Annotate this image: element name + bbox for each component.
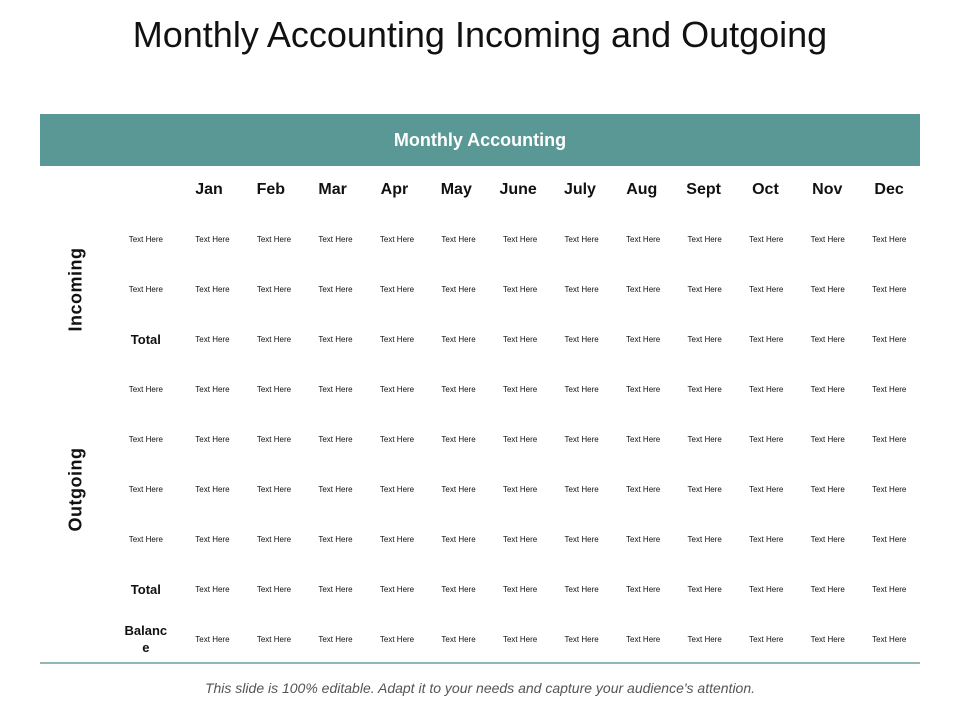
table-cell: Text Here [810,584,845,594]
table-row [40,414,920,464]
month-headers [178,181,920,199]
table-cell: Text Here [379,484,415,494]
table-cell: Text Here [749,334,784,344]
table-cell: Text Here [441,484,476,494]
table-cell: Text Here [810,384,845,394]
table-row [40,564,920,614]
table-cell: Text Here [441,284,476,294]
table-cell: Text Here [502,334,538,344]
table-cell: Text Here [441,234,476,244]
footer-note: This slide is 100% editable. Adapt it to your needs and capture your audience's attention. [204,680,756,696]
table-cell: Text Here [502,234,538,244]
table-cell: Text Here [441,434,476,444]
table-row [40,264,920,314]
table-cell: Text Here [626,334,661,344]
month-header: Jan [195,181,223,198]
table-cell: Text Here [810,284,845,294]
table-cell: Text Here [749,634,784,644]
table-cell: Text Here [564,484,599,494]
table-row [40,614,920,664]
table-row [40,214,920,264]
row-label: Text Here [128,384,163,394]
table-cell: Text Here [626,534,661,544]
table-cell: Text Here [441,634,476,644]
table-cell: Text Here [318,384,353,394]
bottom-rule [40,662,920,664]
table-cell: Text Here [626,484,661,494]
banner-label: Monthly Accounting [393,129,567,150]
month-header-row [40,166,920,214]
table-cell: Text Here [872,534,907,544]
table-cell: Text Here [564,584,599,594]
month-header: Aug [626,181,658,198]
table-cell: Text Here [379,334,415,344]
table-cell: Text Here [564,284,599,294]
table-cell: Text Here [749,484,784,494]
table-cell: Text Here [441,384,476,394]
table-cell: Text Here [810,334,845,344]
row-label: Text Here [128,484,163,494]
table-cell: Text Here [810,484,845,494]
table-cell: Text Here [379,234,415,244]
table-cell: Text Here [872,384,907,394]
table-cell: Text Here [441,534,476,544]
table-cell: Text Here [318,334,353,344]
table-cell: Text Here [441,334,476,344]
table-cell: Text Here [256,234,292,244]
table-cell: Text Here [502,484,538,494]
month-header: Feb [256,181,286,198]
table-cell: Text Here [318,284,353,294]
table-cell: Text Here [872,484,907,494]
table-cell: Text Here [872,434,907,444]
table-cell: Text Here [195,384,230,394]
table-cell: Text Here [626,634,661,644]
month-header: July [563,181,596,198]
month-header: Mar [318,181,347,198]
table-cell: Text Here [687,284,722,294]
table-cell: Text Here [626,284,661,294]
table-cell: Text Here [626,234,661,244]
table-cell: Text Here [256,434,292,444]
table-cell: Text Here [195,234,230,244]
table-cell: Text Here [379,634,415,644]
table-cell: Text Here [749,434,784,444]
table-cell: Text Here [256,334,292,344]
table-cell: Text Here [502,284,538,294]
table-cell: Text Here [687,484,722,494]
table-cell: Text Here [256,384,292,394]
table-cell: Text Here [441,584,476,594]
table-row [40,514,920,564]
table-cell: Text Here [379,584,415,594]
table-cell: Text Here [749,284,784,294]
row-label: Balanc e [124,623,168,655]
table-row [40,464,920,514]
table-cell: Text Here [626,584,661,594]
table-cell: Text Here [256,484,292,494]
table-cell: Text Here [749,234,784,244]
table-cell: Text Here [318,234,353,244]
table-cell: Text Here [256,584,292,594]
table-cell: Text Here [872,584,907,594]
table-cell: Text Here [749,584,784,594]
table-banner [40,114,920,166]
table-cell: Text Here [564,334,599,344]
table-cell: Text Here [195,484,230,494]
table-cell: Text Here [872,284,907,294]
table-cell: Text Here [564,534,599,544]
table-cell: Text Here [810,634,845,644]
table-cell: Text Here [564,634,599,644]
table-cell: Text Here [687,334,722,344]
table-cell: Text Here [195,334,230,344]
month-header: Sept [686,181,721,198]
table-cell: Text Here [687,534,722,544]
row-label: Total [130,331,161,347]
table-cell: Text Here [256,284,292,294]
table-cell: Text Here [379,434,415,444]
table-cell: Text Here [872,334,907,344]
table-cell: Text Here [564,384,599,394]
table-cell: Text Here [564,234,599,244]
month-header: Apr [380,181,409,198]
table-cell: Text Here [318,534,353,544]
table-cell: Text Here [872,634,907,644]
table-cell: Text Here [626,434,661,444]
table-row [40,314,920,364]
table-cell: Text Here [872,234,907,244]
table-cell: Text Here [687,434,722,444]
table-cell: Text Here [687,234,722,244]
row-label: Text Here [128,434,163,444]
incoming-label: Incoming [65,247,86,331]
table-cell: Text Here [749,534,784,544]
month-header: June [499,181,537,198]
row-label: Text Here [128,534,163,544]
row-label: Text Here [128,234,163,244]
month-header: May [440,181,472,198]
table-cell: Text Here [195,584,230,594]
table-cell: Text Here [502,634,538,644]
table-cell: Text Here [810,534,845,544]
table-cell: Text Here [195,634,230,644]
page-title: Monthly Accounting Incoming and Outgoing [132,14,828,55]
table-cell: Text Here [502,434,538,444]
month-header: Nov [812,181,843,198]
table-row [40,364,920,414]
table-cell: Text Here [502,384,538,394]
outgoing-label: Outgoing [65,447,86,531]
table-cell: Text Here [318,634,353,644]
table-cell: Text Here [626,384,661,394]
accounting-table [40,166,920,664]
table-cell: Text Here [810,234,845,244]
table-cell: Text Here [318,584,353,594]
table-cell: Text Here [195,434,230,444]
table-cell: Text Here [379,384,415,394]
table-cell: Text Here [256,534,292,544]
table-cell: Text Here [379,534,415,544]
table-cell: Text Here [318,484,353,494]
table-cell: Text Here [749,384,784,394]
table-cell: Text Here [564,434,599,444]
table-cell: Text Here [195,284,230,294]
table-cell: Text Here [687,384,722,394]
table-cell: Text Here [810,434,845,444]
row-label: Total [130,581,161,597]
table-cell: Text Here [256,634,292,644]
month-header: Dec [874,181,904,198]
table-cell: Text Here [502,584,538,594]
month-header: Oct [752,181,779,198]
table-body [40,214,920,664]
table-cell: Text Here [318,434,353,444]
table-cell: Text Here [502,534,538,544]
row-label: Text Here [128,284,163,294]
table-cell: Text Here [687,634,722,644]
table-cell: Text Here [379,284,415,294]
table-cell: Text Here [687,584,722,594]
table-cell: Text Here [195,534,230,544]
